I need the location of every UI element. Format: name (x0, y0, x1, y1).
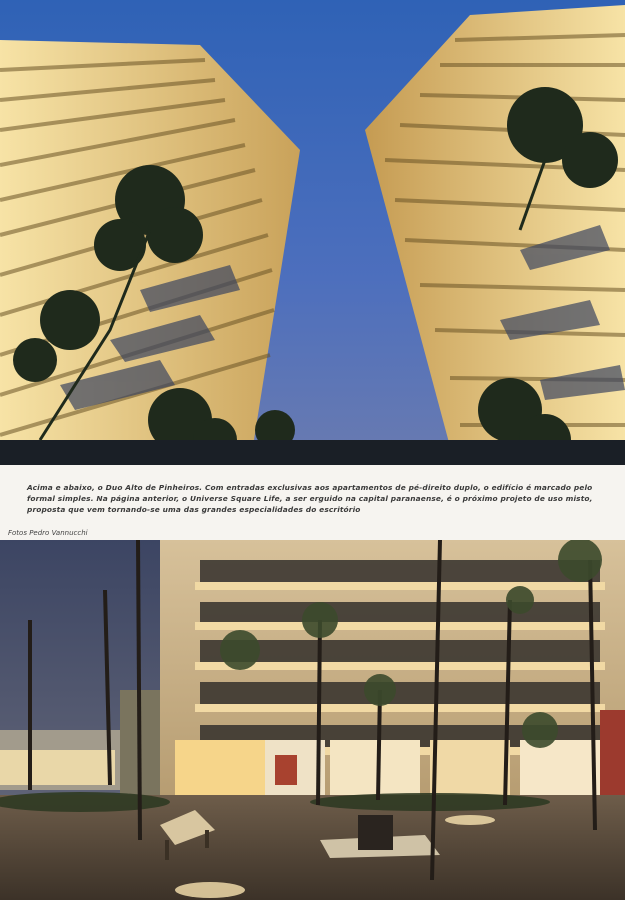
courtyard-illustration (0, 540, 625, 900)
bottom-photo-courtyard (0, 540, 625, 900)
photo-credit: Fotos Pedro Vannucchi (8, 529, 88, 537)
apartment-building (160, 540, 625, 800)
left-tower (0, 40, 300, 465)
photo-caption: Acima e abaixo, o Duo Alto de Pinheiros. Com entradas exclusivas aos apartamentos de pé-direito duplo, o edifício é marcado pelo formal simples. Na página anterior, o Universe Square Life, a ser erguido na capital paranaense, é o próximo projeto de uso misto, proposta que vem tornando-se uma das grandes especialidades do escritório (27, 483, 593, 514)
